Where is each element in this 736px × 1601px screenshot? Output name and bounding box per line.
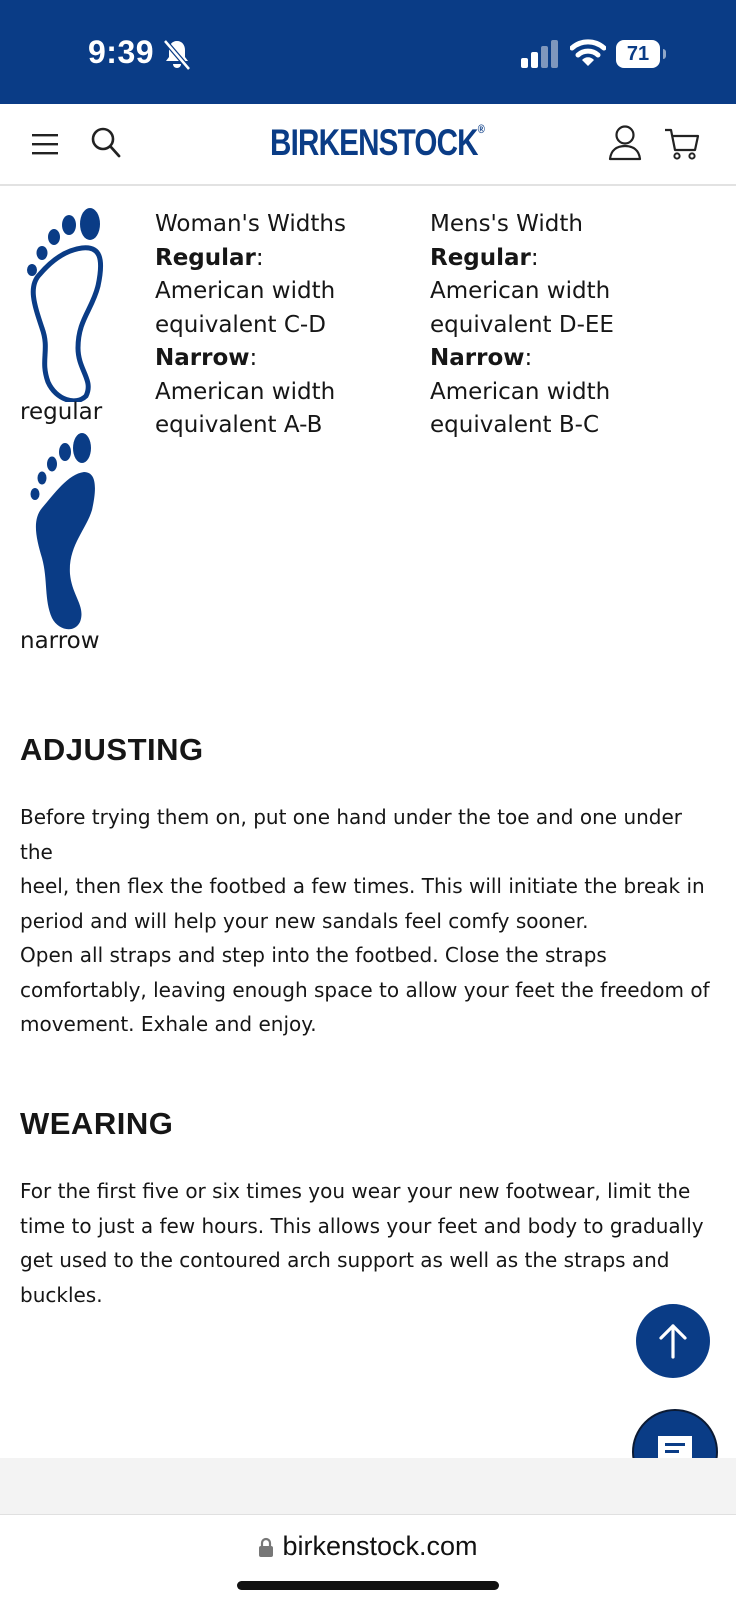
womens-narrow-row: Narrow: — [155, 345, 258, 371]
url-display[interactable] — [0, 1531, 736, 1562]
womens-regular-label: Regular — [155, 244, 256, 271]
home-indicator[interactable] — [237, 1581, 499, 1590]
womens-regular-text-1: American width — [155, 278, 336, 304]
scroll-to-top-button[interactable] — [636, 1304, 710, 1378]
wearing-line: buckles. — [20, 1282, 103, 1307]
arrow-up-icon — [656, 1322, 690, 1360]
page-footer-strip — [0, 1458, 736, 1514]
adjusting-p1-line: Before trying them on, put one hand under the toe and one under the — [20, 805, 683, 864]
womens-widths-heading: Woman's Widths — [155, 211, 346, 237]
lock-icon — [258, 1537, 274, 1557]
mens-regular-label: Regular — [430, 244, 531, 271]
mens-regular-text-1: American width — [430, 278, 611, 304]
adjusting-paragraph-1 — [20, 800, 720, 938]
mens-regular-text-2: equivalent D-EE — [430, 311, 614, 338]
status-time: 9:39 — [88, 34, 155, 70]
brand-logo[interactable] — [270, 122, 484, 164]
account-icon[interactable] — [608, 124, 642, 162]
adjusting-p2-line: Open all straps and step into the footbed. Close the straps — [20, 943, 607, 967]
logo-registered-mark: ® — [477, 122, 485, 136]
wearing-paragraph — [20, 1174, 720, 1312]
narrow-foot-icon — [28, 430, 100, 632]
womens-regular-row: Regular: — [155, 244, 264, 271]
regular-foot-label: regular — [20, 399, 103, 425]
search-icon[interactable] — [90, 126, 122, 160]
battery-level: 71 — [616, 40, 660, 68]
wifi-icon — [570, 38, 606, 68]
adjusting-p2-line: movement. Exhale and enjoy. — [20, 1012, 317, 1036]
womens-narrow-text-2: equivalent A-B — [155, 412, 323, 438]
mens-regular-row: Regular: — [430, 244, 539, 271]
regular-foot-icon — [20, 202, 104, 402]
mens-narrow-text-2: equivalent B-C — [430, 412, 600, 438]
adjusting-heading: ADJUSTING — [20, 732, 204, 767]
wearing-line: get used to the contoured arch support as well as the straps and — [20, 1248, 670, 1272]
mens-widths — [430, 208, 710, 443]
battery-indicator — [616, 40, 666, 68]
womens-narrow-label: Narrow — [155, 345, 250, 371]
womens-widths — [155, 208, 415, 443]
cellular-signal-icon — [521, 40, 561, 68]
womens-regular-text-2: equivalent C-D — [155, 311, 326, 338]
url-text: birkenstock.com — [282, 1531, 478, 1561]
mens-narrow-row: Narrow: — [430, 345, 533, 371]
mens-narrow-text-1: American width — [430, 378, 611, 405]
adjusting-paragraph-2 — [20, 938, 720, 1042]
adjusting-p1-line: heel, then flex the footbed a few times. This will initiate the break in — [20, 874, 705, 898]
hamburger-icon[interactable] — [30, 130, 62, 158]
wearing-heading: WEARING — [20, 1106, 174, 1141]
cart-icon[interactable] — [664, 126, 700, 162]
mens-widths-heading: Mens's Width — [430, 211, 583, 237]
wearing-line: For the first five or six times you wear your new footwear, limit the — [20, 1179, 691, 1203]
status-bar — [0, 0, 736, 104]
browser-url-bar[interactable] — [0, 1514, 736, 1601]
bell-slash-icon — [162, 38, 192, 72]
wearing-line: time to just a few hours. This allows your feet and body to gradually — [20, 1213, 704, 1238]
womens-narrow-text-1: American width — [155, 378, 336, 405]
mens-narrow-label: Narrow — [430, 345, 525, 371]
logo-text: BIRKENSTOCK — [270, 122, 478, 163]
adjusting-p1-line: period and will help your new sandals feel comfy sooner. — [20, 908, 589, 933]
site-header — [0, 104, 736, 186]
narrow-foot-label: narrow — [20, 628, 100, 654]
battery-cap — [663, 49, 666, 59]
adjusting-p2-line: comfortably, leaving enough space to allow your feet the freedom of — [20, 977, 710, 1002]
